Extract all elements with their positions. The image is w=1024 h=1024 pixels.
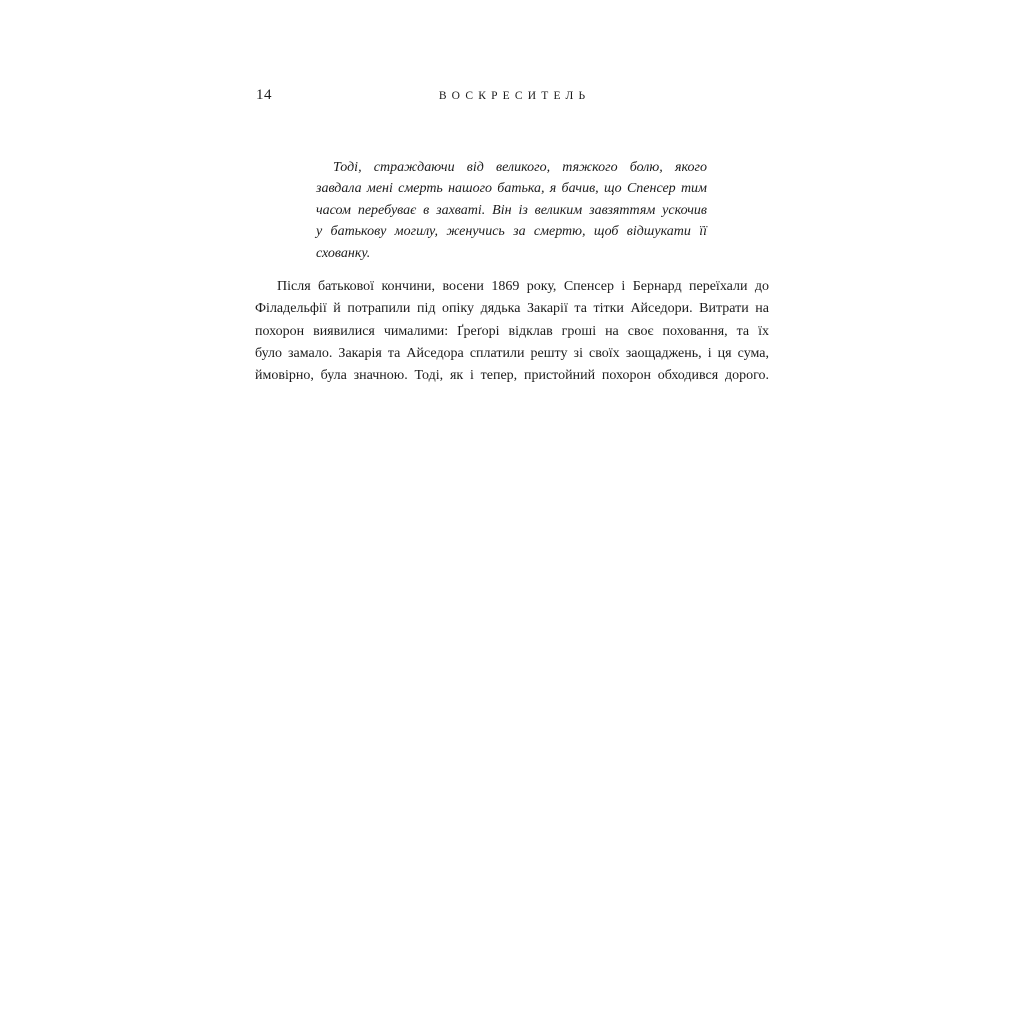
epigraph-line: схованку. [316, 245, 371, 261]
epigraph-line: Тоді, страждаючи від великого, тяжкого болю, якого [333, 160, 707, 175]
paragraph-line: ймовірно, була значною. Тоді, як і тепер, пристойний похорон обходився дорого. [255, 368, 769, 384]
epigraph-quote [316, 157, 707, 264]
paragraph-line: Філадельфії й потрапили під опіку дядька Закарії та тітки Айседори. Витрати на [255, 301, 769, 317]
page-number: 14 [256, 87, 272, 103]
epigraph-line: часом перебуває в захваті. Він із великим завзяттям ускочив [316, 202, 707, 218]
paragraph-line: похорон виявилися чималими: Ґреґорі відклав гроші на своє поховання, та їх [255, 323, 769, 339]
running-title: ВОСКРЕСИТЕЛЬ [438, 90, 591, 102]
paragraph-line: Після батькової кончини, восени 1869 року, Спенсер і Бернард переїхали до [277, 279, 769, 294]
epigraph-line: у батькову могилу, женучись за смертю, щоб відшукати її [316, 224, 707, 240]
body-paragraph [255, 276, 769, 387]
paragraph-line: було замало. Закарія та Айседора сплатили решту зі своїх заощаджень, і ця сума, [255, 345, 769, 361]
epigraph-line: завдала мені смерть нашого батька, я бачив, що Спенсер тим [316, 181, 707, 197]
